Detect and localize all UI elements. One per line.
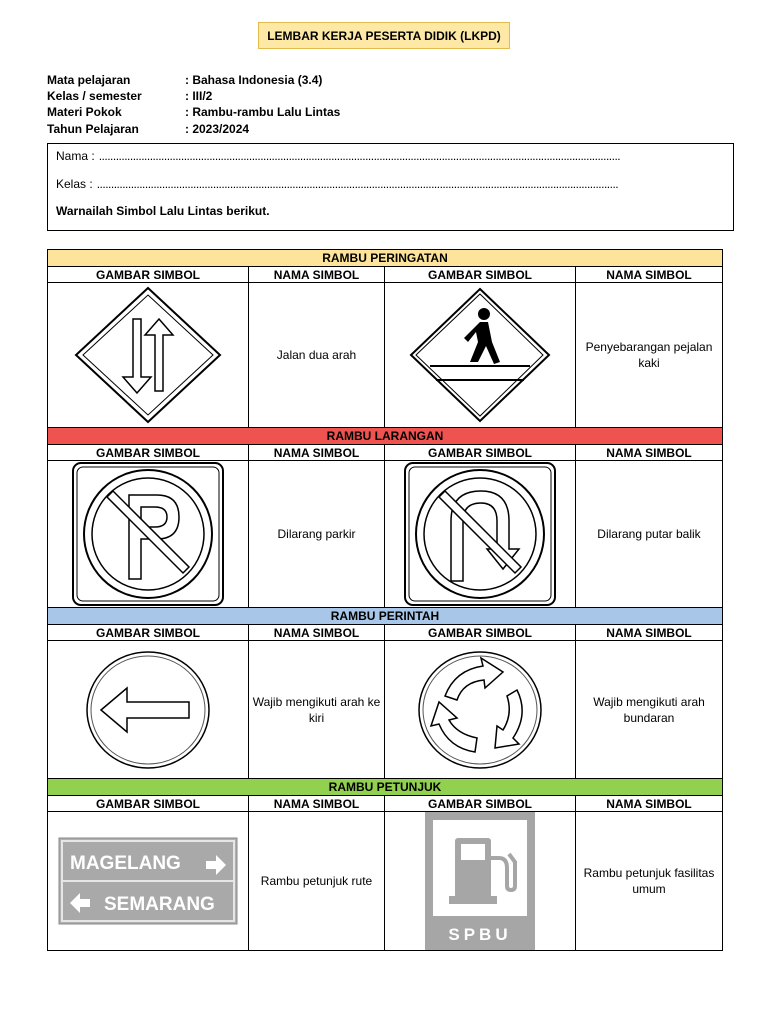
table-row (48, 283, 723, 428)
section-header-warning (48, 250, 723, 267)
instruction-text: Warnailah Simbol Lalu Lintas berikut. (56, 204, 270, 218)
sign-name-cell: Rambu petunjuk rute (249, 812, 385, 951)
section-header-prohibition (48, 428, 723, 445)
route-destination-2: SEMARANG (104, 894, 215, 915)
col-header-image: GAMBAR SIMBOL (385, 267, 576, 283)
sign-name-cell: Wajib mengikuti arah ke kiri (249, 641, 385, 779)
name-line[interactable] (56, 149, 719, 163)
class-line[interactable] (56, 177, 717, 191)
col-header-name: NAMA SIMBOL (576, 445, 723, 461)
gas-station-sign-icon[interactable] (425, 812, 535, 950)
info-value: : Bahasa Indonesia (3.4) (185, 73, 323, 87)
info-value: : 2023/2024 (185, 121, 250, 136)
col-header-name: NAMA SIMBOL (249, 625, 385, 641)
sign-image-cell[interactable] (48, 641, 249, 779)
info-label: Mata pelajaran (47, 73, 131, 87)
sign-name-cell: Dilarang parkir (249, 461, 385, 608)
roundabout-sign-icon[interactable] (415, 648, 545, 772)
sign-image-cell[interactable] (48, 283, 249, 428)
name-fill-dots[interactable]: ........................................................................................................................................................................................ (98, 149, 621, 163)
col-header-name: NAMA SIMBOL (249, 267, 385, 283)
info-row-topic (47, 104, 340, 120)
no-parking-sign-icon[interactable] (71, 461, 225, 607)
column-header-row (48, 445, 723, 461)
pedestrian-crossing-sign-icon[interactable] (408, 286, 552, 424)
section-header-command (48, 608, 723, 625)
left-arrow-sign-icon[interactable] (83, 648, 213, 772)
student-identity-box (47, 143, 734, 231)
column-header-row (48, 796, 723, 812)
col-header-image: GAMBAR SIMBOL (385, 625, 576, 641)
table-row (48, 641, 723, 779)
info-value: : Rambu-rambu Lalu Lintas (185, 105, 341, 120)
sign-image-cell[interactable] (385, 812, 576, 951)
route-destination-1: MAGELANG (70, 853, 181, 874)
sign-name-cell: Jalan dua arah (249, 283, 385, 428)
traffic-signs-table (47, 249, 723, 951)
col-header-image: GAMBAR SIMBOL (48, 625, 249, 641)
col-header-image: GAMBAR SIMBOL (48, 796, 249, 812)
sign-image-cell[interactable] (385, 461, 576, 608)
info-label: Kelas / semester (47, 89, 142, 104)
sign-name-cell: Penyebarangan pejalan kaki (576, 283, 723, 428)
col-header-name: NAMA SIMBOL (576, 625, 723, 641)
col-header-image: GAMBAR SIMBOL (385, 796, 576, 812)
sign-name-cell: Rambu petunjuk fasilitas umum (576, 812, 723, 951)
sign-image-cell[interactable] (48, 812, 249, 951)
col-header-image: GAMBAR SIMBOL (48, 267, 249, 283)
info-row-class (47, 88, 340, 104)
gas-station-label: SPBU (448, 925, 512, 944)
sign-image-cell[interactable] (385, 283, 576, 428)
no-u-turn-sign-icon[interactable] (403, 461, 557, 607)
table-row (48, 812, 723, 951)
col-header-image: GAMBAR SIMBOL (385, 445, 576, 461)
column-header-row (48, 267, 723, 283)
info-row-subject (47, 72, 340, 88)
info-block (47, 72, 340, 137)
two-way-traffic-sign-icon[interactable] (73, 285, 223, 425)
section-title: RAMBU LARANGAN (48, 428, 723, 445)
sign-name-cell: Dilarang putar balik (576, 461, 723, 608)
class-fill-dots[interactable]: ........................................................................................................................................................................................ (96, 177, 619, 191)
section-header-guide (48, 779, 723, 796)
section-title: RAMBU PERINGATAN (48, 250, 723, 267)
route-guide-sign-icon[interactable] (58, 837, 238, 925)
col-header-name: NAMA SIMBOL (249, 796, 385, 812)
col-header-image: GAMBAR SIMBOL (48, 445, 249, 461)
sign-name-cell: Wajib mengikuti arah bundaran (576, 641, 723, 779)
worksheet-title: LEMBAR KERJA PESERTA DIDIK (LKPD) (258, 22, 510, 49)
name-label: Nama : (56, 149, 95, 163)
class-label: Kelas : (56, 177, 93, 191)
info-row-year (47, 121, 340, 137)
info-label: Materi Pokok (47, 105, 122, 120)
sign-image-cell[interactable] (385, 641, 576, 779)
column-header-row (48, 625, 723, 641)
section-title: RAMBU PERINTAH (48, 608, 723, 625)
col-header-name: NAMA SIMBOL (576, 267, 723, 283)
info-label: Tahun Pelajaran (47, 121, 139, 136)
col-header-name: NAMA SIMBOL (576, 796, 723, 812)
info-value: : III/2 (185, 89, 213, 104)
col-header-name: NAMA SIMBOL (249, 445, 385, 461)
table-row (48, 461, 723, 608)
section-title: RAMBU PETUNJUK (48, 779, 723, 796)
sign-image-cell[interactable] (48, 461, 249, 608)
